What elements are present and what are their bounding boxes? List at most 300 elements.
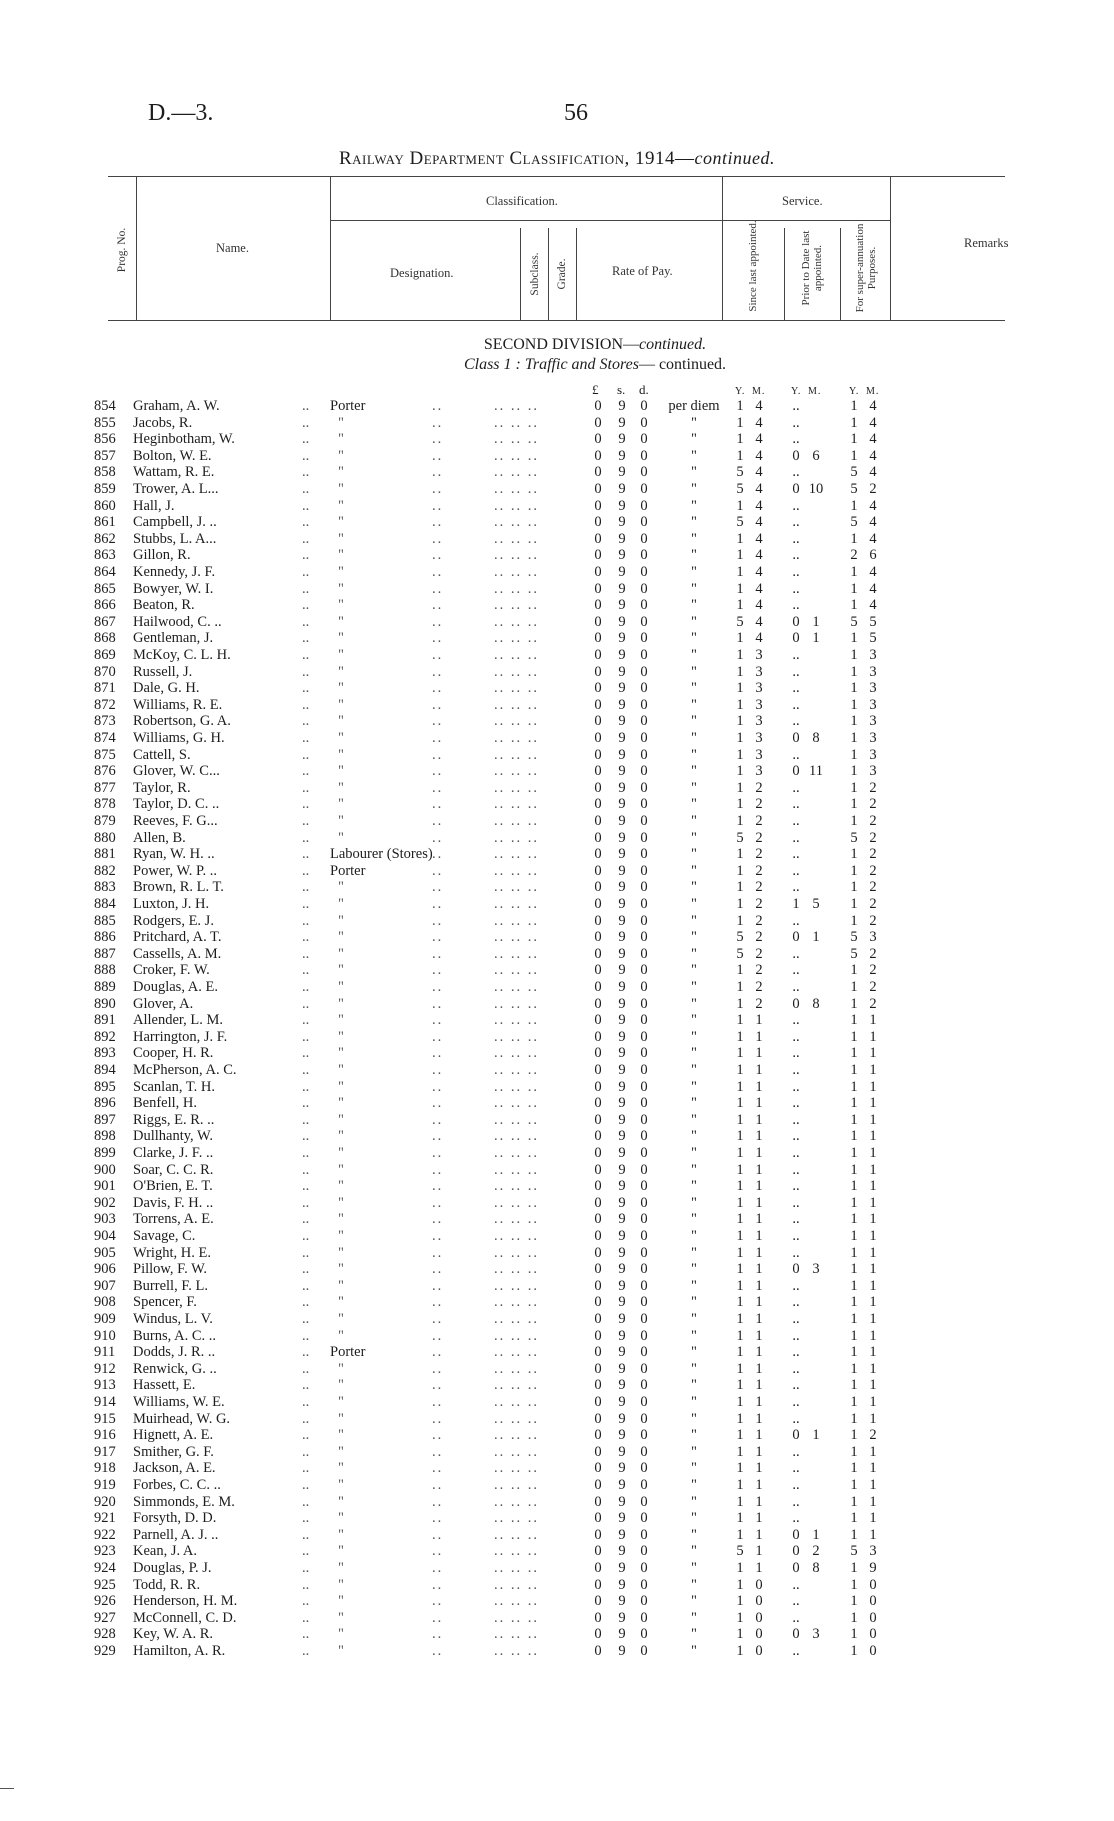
leader-dots: .. xyxy=(302,945,310,962)
super-years: 1 xyxy=(850,1178,858,1195)
pay-period: " xyxy=(691,630,697,647)
leader-dots: .. xyxy=(302,1161,310,1178)
since-last-months: 1 xyxy=(755,1311,763,1327)
since-last-years: 1 xyxy=(736,680,744,697)
pay-period: " xyxy=(691,1095,697,1112)
since-last-months: 4 xyxy=(755,530,763,547)
prior-months: 2 xyxy=(812,1543,820,1560)
super-months: 2 xyxy=(869,879,877,896)
col-service: Service. xyxy=(782,194,823,208)
prior-years: .. xyxy=(792,713,800,730)
leader-dots: .. xyxy=(432,896,444,912)
since-last-years: 1 xyxy=(736,730,744,746)
designation: " xyxy=(338,1377,344,1394)
since-last-years: 5 xyxy=(736,1543,744,1560)
since-last-months: 1 xyxy=(755,1211,763,1228)
staff-name: Kean, J. A. xyxy=(133,1543,198,1560)
since-last-years: 5 xyxy=(736,613,744,630)
since-last-years: 1 xyxy=(736,1062,744,1078)
since-last-months: 4 xyxy=(755,580,763,597)
leader-dots: .. xyxy=(432,1344,444,1361)
since-last-years: 1 xyxy=(736,1277,744,1294)
prog-no: 863 xyxy=(94,547,116,564)
table-row xyxy=(0,1062,1114,1079)
super-years: 1 xyxy=(850,1510,858,1527)
super-months: 0 xyxy=(869,1609,877,1626)
pay-pence: 0 xyxy=(640,1609,648,1626)
pay-shillings: 9 xyxy=(618,1360,626,1377)
super-months: 3 xyxy=(869,647,877,663)
leader-dots: .. xyxy=(302,680,310,697)
leader-dots: .. xyxy=(302,1477,310,1493)
super-years: 5 xyxy=(850,481,858,497)
section-title: SECOND DIVISION—continued. xyxy=(483,336,707,353)
leader-dots: .. xyxy=(432,1244,444,1261)
super-years: 1 xyxy=(850,630,858,647)
pay-pounds: 0 xyxy=(594,829,602,846)
since-last-months: 1 xyxy=(755,1261,763,1278)
leader-dots: .. xyxy=(302,497,310,514)
table-row xyxy=(0,1460,1114,1477)
table-row xyxy=(0,780,1114,797)
leader-dots: .. xyxy=(302,1493,310,1510)
super-months: 4 xyxy=(869,564,877,580)
pay-shillings: 9 xyxy=(618,1327,626,1344)
pay-pounds: 0 xyxy=(594,1493,602,1510)
super-months: 1 xyxy=(869,1095,877,1112)
pay-pence: 0 xyxy=(640,1344,648,1361)
prior-years: .. xyxy=(792,1443,800,1460)
super-months: 3 xyxy=(869,680,877,697)
pay-period: " xyxy=(691,979,697,995)
since-last-years: 1 xyxy=(736,813,744,829)
leader-dots: .. .. .. xyxy=(494,580,539,597)
table-row xyxy=(0,846,1114,863)
pay-shillings: 9 xyxy=(618,1493,626,1510)
table-row xyxy=(0,730,1114,747)
super-years: 5 xyxy=(850,464,858,481)
staff-name: Henderson, H. M. xyxy=(133,1593,238,1610)
pay-pence: 0 xyxy=(640,796,648,813)
designation: " xyxy=(338,647,344,663)
prog-no: 890 xyxy=(94,995,116,1012)
super-years: 2 xyxy=(850,547,858,564)
pay-pence: 0 xyxy=(640,630,648,647)
prog-no: 908 xyxy=(94,1294,116,1311)
staff-name: Cooper, H. R. xyxy=(133,1045,214,1062)
super-years: 1 xyxy=(850,1344,858,1361)
leader-dots: .. .. .. xyxy=(494,746,539,763)
pay-shillings: 9 xyxy=(618,995,626,1012)
staff-name: Hamilton, A. R. xyxy=(133,1643,226,1659)
leader-dots: .. xyxy=(432,481,444,497)
since-last-months: 1 xyxy=(755,1045,763,1062)
pay-shillings: 9 xyxy=(618,1244,626,1261)
leader-dots: .. .. .. xyxy=(494,1443,539,1460)
pay-pounds: 0 xyxy=(594,1145,602,1161)
leader-dots: .. .. .. xyxy=(494,1228,539,1244)
super-years: 1 xyxy=(850,1593,858,1610)
table-row xyxy=(0,1012,1114,1029)
since-last-months: 3 xyxy=(755,746,763,763)
prog-no: 859 xyxy=(94,481,116,497)
super-years: 1 xyxy=(850,1526,858,1543)
leader-dots: .. xyxy=(432,1526,444,1543)
table-row xyxy=(0,1328,1114,1345)
since-last-months: 4 xyxy=(755,547,763,564)
staff-name: Jackson, A. E. xyxy=(133,1460,216,1477)
leader-dots: .. xyxy=(432,1111,444,1128)
leader-dots: .. xyxy=(432,1427,444,1444)
pay-pounds: 0 xyxy=(594,995,602,1012)
prog-no: 878 xyxy=(94,796,116,813)
prog-no: 902 xyxy=(94,1194,116,1211)
staff-name: Savage, C. xyxy=(133,1228,196,1244)
leader-dots: .. .. .. xyxy=(494,1062,539,1078)
leader-dots: .. xyxy=(432,680,444,697)
prior-months: 1 xyxy=(812,929,820,946)
prior-months: 8 xyxy=(812,730,820,746)
prog-no: 897 xyxy=(94,1111,116,1128)
super-years: 1 xyxy=(850,1028,858,1045)
pay-pence: 0 xyxy=(640,1261,648,1278)
since-last-years: 5 xyxy=(736,945,744,962)
prog-no: 918 xyxy=(94,1460,116,1477)
leader-dots: .. .. .. xyxy=(494,730,539,746)
pay-pence: 0 xyxy=(640,464,648,481)
leader-dots: .. xyxy=(432,879,444,896)
pay-pence: 0 xyxy=(640,431,648,448)
col-prior-to: Prior to Date last appointed. xyxy=(800,230,824,306)
super-months: 1 xyxy=(869,1327,877,1344)
leader-dots: .. .. .. xyxy=(494,879,539,896)
staff-name: Graham, A. W. xyxy=(133,398,220,414)
super-months: 9 xyxy=(869,1560,877,1576)
pay-pence: 0 xyxy=(640,1543,648,1560)
prog-no: 873 xyxy=(94,713,116,730)
super-months: 1 xyxy=(869,1128,877,1145)
pay-period: " xyxy=(691,1078,697,1095)
pay-period: " xyxy=(691,1626,697,1643)
prior-years: .. xyxy=(792,580,800,597)
designation: " xyxy=(338,597,344,614)
leader-dots: .. xyxy=(432,1493,444,1510)
leader-dots: .. xyxy=(302,896,310,912)
pay-pounds: 0 xyxy=(594,846,602,863)
prog-no: 904 xyxy=(94,1228,116,1244)
leader-dots: .. xyxy=(432,1228,444,1244)
since-last-months: 3 xyxy=(755,713,763,730)
pay-period: " xyxy=(691,1128,697,1145)
leader-dots: .. xyxy=(432,1211,444,1228)
leader-dots: .. .. .. xyxy=(494,1128,539,1145)
staff-name: Glover, A. xyxy=(133,995,194,1012)
staff-name: Muirhead, W. G. xyxy=(133,1410,231,1427)
pay-pounds: 0 xyxy=(594,1178,602,1195)
pay-pounds: 0 xyxy=(594,1244,602,1261)
header-divider xyxy=(784,228,785,320)
pay-pounds: 0 xyxy=(594,962,602,979)
staff-name: O'Brien, E. T. xyxy=(133,1178,213,1195)
leader-dots: .. xyxy=(302,1526,310,1543)
pay-pounds: 0 xyxy=(594,929,602,946)
super-years: 1 xyxy=(850,1443,858,1460)
pay-pence: 0 xyxy=(640,1178,648,1195)
table-row xyxy=(0,547,1114,564)
pay-pence: 0 xyxy=(640,1012,648,1029)
pay-pounds: 0 xyxy=(594,1626,602,1643)
pay-period: " xyxy=(691,1012,697,1029)
pay-shillings: 9 xyxy=(618,1228,626,1244)
super-years: 1 xyxy=(850,796,858,813)
table-row xyxy=(0,1029,1114,1046)
pay-pence: 0 xyxy=(640,1560,648,1576)
prior-years: .. xyxy=(792,1394,800,1410)
prog-no: 876 xyxy=(94,763,116,780)
prior-years: .. xyxy=(792,979,800,995)
table-row xyxy=(0,680,1114,697)
pay-pence: 0 xyxy=(640,813,648,829)
super-months: 4 xyxy=(869,431,877,448)
header-divider xyxy=(722,176,723,320)
super-years: 1 xyxy=(850,896,858,912)
designation: " xyxy=(338,1410,344,1427)
pay-period: " xyxy=(691,647,697,663)
leader-dots: .. xyxy=(302,431,310,448)
table-row xyxy=(0,929,1114,946)
super-months: 1 xyxy=(869,1277,877,1294)
prior-years: .. xyxy=(792,1460,800,1477)
pay-period: " xyxy=(691,1609,697,1626)
leader-dots: .. xyxy=(432,713,444,730)
pay-period: " xyxy=(691,995,697,1012)
super-years: 1 xyxy=(850,696,858,713)
pay-pounds: 0 xyxy=(594,813,602,829)
prior-months: 6 xyxy=(812,447,820,464)
designation: " xyxy=(338,1228,344,1244)
super-months: 3 xyxy=(869,929,877,946)
leader-dots: .. xyxy=(432,912,444,929)
super-years: 1 xyxy=(850,597,858,614)
super-months: 3 xyxy=(869,713,877,730)
since-last-months: 3 xyxy=(755,696,763,713)
pay-period: " xyxy=(691,763,697,780)
super-years: 1 xyxy=(850,862,858,879)
staff-name: Windus, L. V. xyxy=(133,1311,213,1327)
staff-name: Robertson, G. A. xyxy=(133,713,231,730)
staff-name: Key, W. A. R. xyxy=(133,1626,214,1643)
pay-period: " xyxy=(691,1526,697,1543)
pay-pence: 0 xyxy=(640,1626,648,1643)
prog-no: 919 xyxy=(94,1477,116,1493)
leader-dots: .. xyxy=(432,813,444,829)
pay-shillings: 9 xyxy=(618,829,626,846)
table-row xyxy=(0,1095,1114,1112)
since-last-months: 4 xyxy=(755,514,763,531)
table-row xyxy=(0,813,1114,830)
super-months: 3 xyxy=(869,1543,877,1560)
table-row xyxy=(0,514,1114,531)
leader-dots: .. .. .. xyxy=(494,613,539,630)
pay-pounds: 0 xyxy=(594,1111,602,1128)
pay-period: " xyxy=(691,547,697,564)
super-months: 0 xyxy=(869,1576,877,1593)
prior-months: 1 xyxy=(812,630,820,647)
staff-name: Harrington, J. F. xyxy=(133,1028,228,1045)
leader-dots: .. xyxy=(302,796,310,813)
super-months: 1 xyxy=(869,1161,877,1178)
designation: " xyxy=(338,929,344,946)
pay-shillings: 9 xyxy=(618,1576,626,1593)
pay-shillings: 9 xyxy=(618,1410,626,1427)
pay-shillings: 9 xyxy=(618,862,626,879)
prior-years: .. xyxy=(792,530,800,547)
pay-pence: 0 xyxy=(640,779,648,796)
pay-pence: 0 xyxy=(640,1360,648,1377)
designation: " xyxy=(338,696,344,713)
designation: " xyxy=(338,630,344,647)
leader-dots: .. xyxy=(302,1228,310,1244)
since-last-months: 1 xyxy=(755,1410,763,1427)
pay-period: " xyxy=(691,1161,697,1178)
pay-pounds: 0 xyxy=(594,1543,602,1560)
prior-years: 0 xyxy=(792,613,800,630)
pay-pounds: 0 xyxy=(594,1593,602,1610)
since-last-months: 1 xyxy=(755,1543,763,1560)
pay-pounds: 0 xyxy=(594,713,602,730)
prog-no: 886 xyxy=(94,929,116,946)
prior-months: 3 xyxy=(812,1626,820,1643)
super-months: 2 xyxy=(869,945,877,962)
since-last-years: 5 xyxy=(736,929,744,946)
leader-dots: .. xyxy=(302,1360,310,1377)
prior-years: .. xyxy=(792,1643,800,1659)
since-last-months: 4 xyxy=(755,398,763,414)
designation: " xyxy=(338,481,344,497)
leader-dots: .. xyxy=(302,846,310,863)
designation: " xyxy=(338,896,344,912)
pay-period: " xyxy=(691,1311,697,1327)
table-row xyxy=(0,630,1114,647)
super-years: 1 xyxy=(850,763,858,780)
prior-years: .. xyxy=(792,514,800,531)
pay-shillings: 9 xyxy=(618,647,626,663)
table-row xyxy=(0,796,1114,813)
super-years: 1 xyxy=(850,1261,858,1278)
super-months: 4 xyxy=(869,514,877,531)
prior-months: 8 xyxy=(812,1560,820,1576)
prior-years: .. xyxy=(792,912,800,929)
super-years: 1 xyxy=(850,1062,858,1078)
prior-months: 3 xyxy=(812,1261,820,1278)
since-last-years: 1 xyxy=(736,962,744,979)
leader-dots: .. xyxy=(432,1560,444,1576)
leader-dots: .. .. .. xyxy=(494,680,539,697)
leader-dots: .. xyxy=(432,1128,444,1145)
prog-no: 906 xyxy=(94,1261,116,1278)
leader-dots: .. xyxy=(302,481,310,497)
designation: " xyxy=(338,796,344,813)
super-years: 1 xyxy=(850,1194,858,1211)
pay-shillings: 9 xyxy=(618,1543,626,1560)
staff-name: Spencer, F. xyxy=(133,1294,197,1311)
pay-pounds: 0 xyxy=(594,696,602,713)
prog-no: 928 xyxy=(94,1626,116,1643)
since-last-years: 1 xyxy=(736,1095,744,1112)
pay-pence: 0 xyxy=(640,879,648,896)
super-months: 1 xyxy=(869,1493,877,1510)
prior-years: 0 xyxy=(792,763,800,780)
pay-pence: 0 xyxy=(640,497,648,514)
leader-dots: .. .. .. xyxy=(494,1377,539,1394)
prog-no: 880 xyxy=(94,829,116,846)
pay-shillings: 9 xyxy=(618,1294,626,1311)
pay-period: " xyxy=(691,1543,697,1560)
leader-dots: .. .. .. xyxy=(494,1045,539,1062)
designation: " xyxy=(338,995,344,1012)
leader-dots: .. xyxy=(302,1028,310,1045)
pay-pence: 0 xyxy=(640,1576,648,1593)
prog-no: 871 xyxy=(94,680,116,697)
since-last-years: 1 xyxy=(736,647,744,663)
table-row xyxy=(0,1294,1114,1311)
leader-dots: .. .. .. xyxy=(494,1111,539,1128)
super-months: 5 xyxy=(869,613,877,630)
super-months: 1 xyxy=(869,1360,877,1377)
prog-no: 920 xyxy=(94,1493,116,1510)
super-months: 0 xyxy=(869,1593,877,1610)
leader-dots: .. xyxy=(302,1394,310,1410)
leader-dots: .. xyxy=(432,447,444,464)
leader-dots: .. .. .. xyxy=(494,1194,539,1211)
super-months: 2 xyxy=(869,962,877,979)
pay-pence: 0 xyxy=(640,1294,648,1311)
staff-name: Williams, G. H. xyxy=(133,730,225,746)
pay-period: " xyxy=(691,912,697,929)
prog-no: 858 xyxy=(94,464,116,481)
pay-shillings: 9 xyxy=(618,497,626,514)
designation: " xyxy=(338,829,344,846)
since-last-months: 1 xyxy=(755,1145,763,1161)
pay-pounds: 0 xyxy=(594,1128,602,1145)
leader-dots: .. .. .. xyxy=(494,663,539,680)
unit-pounds: £ xyxy=(592,382,599,397)
since-last-months: 4 xyxy=(755,597,763,614)
leader-dots: .. .. .. xyxy=(494,497,539,514)
since-last-years: 1 xyxy=(736,1609,744,1626)
super-years: 1 xyxy=(850,447,858,464)
unit-years: Y. xyxy=(735,386,746,397)
pay-period: " xyxy=(691,481,697,497)
since-last-years: 5 xyxy=(736,829,744,846)
prior-years: .. xyxy=(792,1095,800,1112)
leader-dots: .. xyxy=(302,1261,310,1278)
pay-shillings: 9 xyxy=(618,1394,626,1410)
leader-dots: .. xyxy=(432,746,444,763)
pay-period: " xyxy=(691,447,697,464)
leader-dots: .. xyxy=(432,1510,444,1527)
since-last-years: 1 xyxy=(736,1311,744,1327)
prog-no: 901 xyxy=(94,1178,116,1195)
leader-dots: .. .. .. xyxy=(494,1012,539,1029)
pay-pence: 0 xyxy=(640,979,648,995)
pay-shillings: 9 xyxy=(618,912,626,929)
leader-dots: .. xyxy=(432,1012,444,1029)
prior-years: .. xyxy=(792,1344,800,1361)
table-row xyxy=(0,1128,1114,1145)
prior-years: 0 xyxy=(792,995,800,1012)
pay-pounds: 0 xyxy=(594,1294,602,1311)
